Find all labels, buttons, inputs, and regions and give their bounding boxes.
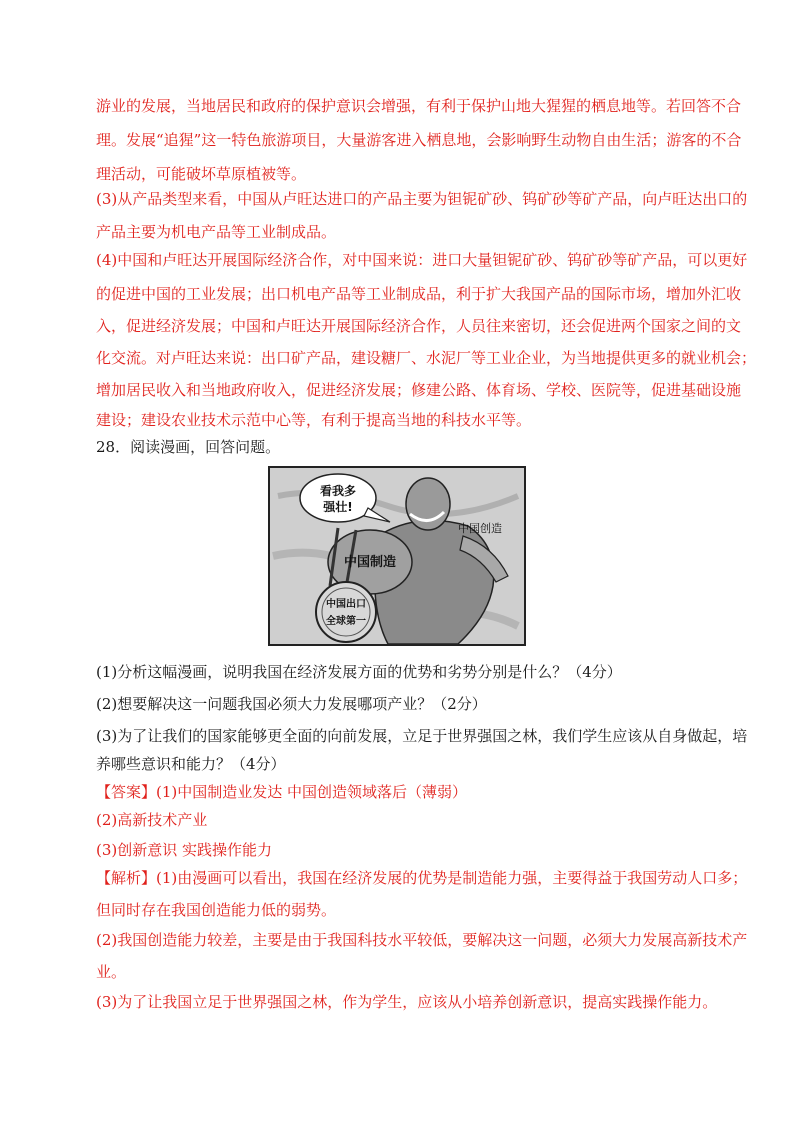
prev-answer-line: 化交流。对卢旺达来说：出口矿产品，建设糖厂、水泥厂等工业企业，为当地提供更多的就业机会； [96,349,757,367]
prev-answer-line: 理。发展“追猩”这一特色旅游项目，大量游客进入栖息地，会影响野生动物自由生活；游客的不合 [96,131,742,149]
prev-answer-line: 产品主要为机电产品等工业制成品。 [96,223,337,241]
question-item: (3)为了让我们的国家能够更全面的向前发展，立足于世界强国之林，我们学生应该从自身做起，培 [96,727,748,745]
label-china-made: 中国制造 [343,555,397,570]
prev-answer-line: 增加居民收入和当地政府收入，促进经济发展；修建公路、体育场、学校、医院等，促进基础设施 [96,381,742,399]
label-china-create: 中国创造 [458,522,502,535]
question-item: (2)想要解决这一问题我国必须大力发展哪项产业？（2分） [96,695,487,713]
question-item: 养哪些意识和能力？（4分） [96,755,286,773]
prev-answer-line: 游业的发展，当地居民和政府的保护意识会增强，有利于保护山地大猩猩的栖息地等。若回答不合 [96,97,742,115]
answer-line: (3)创新意识 实践操作能力 [96,841,273,859]
question-stem: 28．阅读漫画，回答问题。 [96,438,281,456]
analysis-line: 【解析】(1)由漫画可以看出，我国在经济发展的优势是制造能力强，主要得益于我国劳动人口多； [96,869,748,887]
speech-line-1: 看我多 [319,484,357,498]
analysis-line: 但同时存在我国创造能力低的弱势。 [96,901,337,919]
analysis-line: (3)为了让我国立足于世界强国之林，作为学生，应该从小培养创新意识，提高实践操作能力。 [96,993,718,1011]
prev-answer-line: (4)中国和卢旺达开展国际经济合作，对中国来说：进口大量钽铌矿砂、钨矿砂等矿产品，可以更好 [96,251,748,269]
answer-line: (2)高新技术产业 [96,811,208,829]
analysis-line: (2)我国创造能力较差，主要是由于我国科技水平较低，要解决这一问题，必须大力发展高新技术产 [96,931,748,949]
prev-answer-line: 入，促进经济发展；中国和卢旺达开展国际经济合作，人员往来密切，还会促进两个国家之间的文 [96,317,742,335]
speech-line-2: 强壮! [323,500,353,514]
answer-line: 【答案】(1)中国制造业发达 中国创造领域落后（薄弱） [96,783,468,801]
analysis-line: 业。 [96,963,127,981]
question-item: (1)分析这幅漫画，说明我国在经济发展方面的优势和劣势分别是什么？（4分） [96,663,622,681]
medal-top-text: 中国出口 [326,599,366,610]
prev-answer-line: 的促进中国的工业发展；出口机电产品等工业制成品，利于扩大我国产品的国际市场，增加外汇收 [96,285,742,303]
cartoon-image [268,466,526,646]
medal-bottom-text: 全球第一 [326,616,366,627]
prev-answer-line: (3)从产品类型来看，中国从卢旺达进口的产品主要为钽铌矿砂、钨矿砂等矿产品，向卢旺达出口的 [96,190,748,208]
prev-answer-line: 理活动，可能破坏草原植被等。 [96,165,307,183]
prev-answer-line: 建设；建设农业技术示范中心等，有利于提高当地的科技水平等。 [96,411,532,429]
